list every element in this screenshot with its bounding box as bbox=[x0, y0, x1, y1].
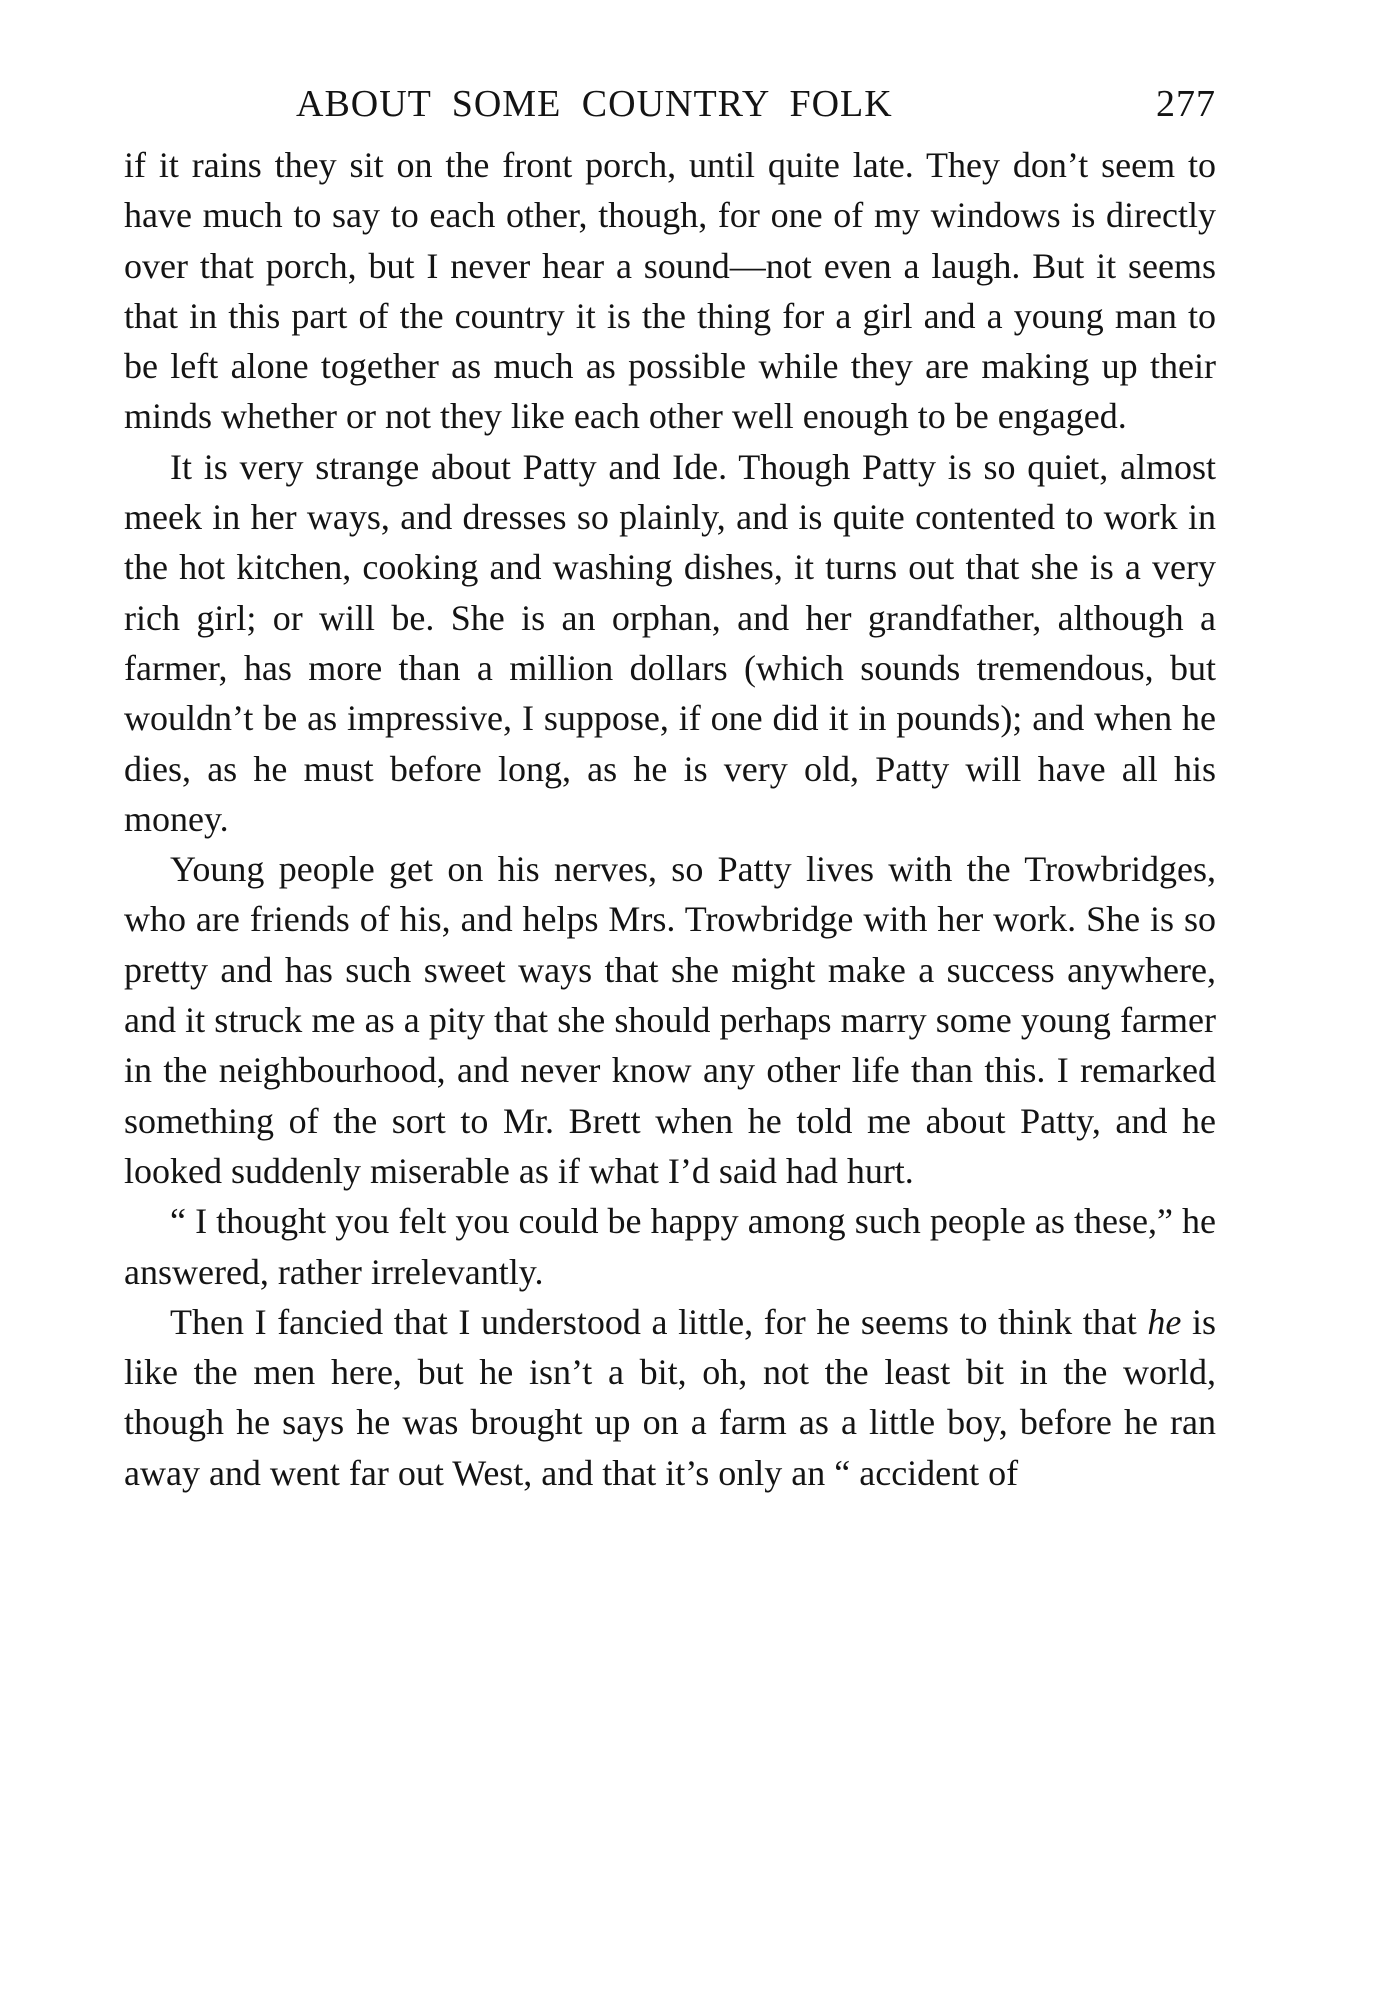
running-header bbox=[124, 82, 1216, 140]
paragraph-4: “ I thought you felt you could be happy among such people as these,” he answered, rather irrelevantly. bbox=[124, 1201, 1216, 1292]
paragraph-5-part-1: Then I fancied that I understood a little, for he seems to think that bbox=[170, 1301, 1148, 1342]
paragraph-2: It is very strange about Patty and Ide. Though Patty is so quiet, almost meek in her ways, and dresses so plainly, and is quite contented to work in the hot kitchen, cooking and washing dishes, it turns out that she is a very rich girl; or will be. She is an orphan, and her grandfather, although a farmer, has more than a million dollars (which sounds tremendous, but wouldn’t be as impressive, I suppose, if one did it in pounds); and when he dies, as he must before long, as he is very old, Patty will have all his money. bbox=[124, 446, 1216, 839]
paragraph-5 bbox=[124, 1297, 1216, 1498]
book-page bbox=[124, 82, 1216, 1498]
paragraph-5-italic: he bbox=[1147, 1301, 1182, 1342]
page-number: 277 bbox=[1156, 83, 1216, 125]
paragraph-1: if it rains they sit on the front porch, until quite late. They don’t seem to have much to say to each other, though, for one of my windows is directly over that porch, but I never hear a sound—not even a laugh. But it seems that in this part of the country it is the thing for a girl and a young man to be left alone together as much as possible while they are making up their minds whether or not they like each other well enough to be engaged. bbox=[124, 145, 1216, 437]
body-text bbox=[124, 140, 1216, 1498]
running-title: ABOUT SOME COUNTRY FOLK bbox=[296, 83, 893, 125]
paragraph-3: Young people get on his nerves, so Patty lives with the Trowbridges, who are friends of his, and helps Mrs. Trowbridge with her work. She is so pretty and has such sweet ways that she might make a success anywhere, and it struck me as a pity that she should perhaps marry some young farmer in the neighbourhood, and never know any other life than this. I remarked something of the sort to Mr. Brett when he told me about Patty, and he looked suddenly miserable as if what I’d said had hurt. bbox=[124, 849, 1216, 1191]
paragraph-5-part-2: is like the men here, but he isn’t a bit, oh, not the least bit in the world, though he says he was brought up on a farm as a little boy, before he ran away and went far out West, and that it’s only an “ accident of bbox=[124, 1301, 1216, 1493]
